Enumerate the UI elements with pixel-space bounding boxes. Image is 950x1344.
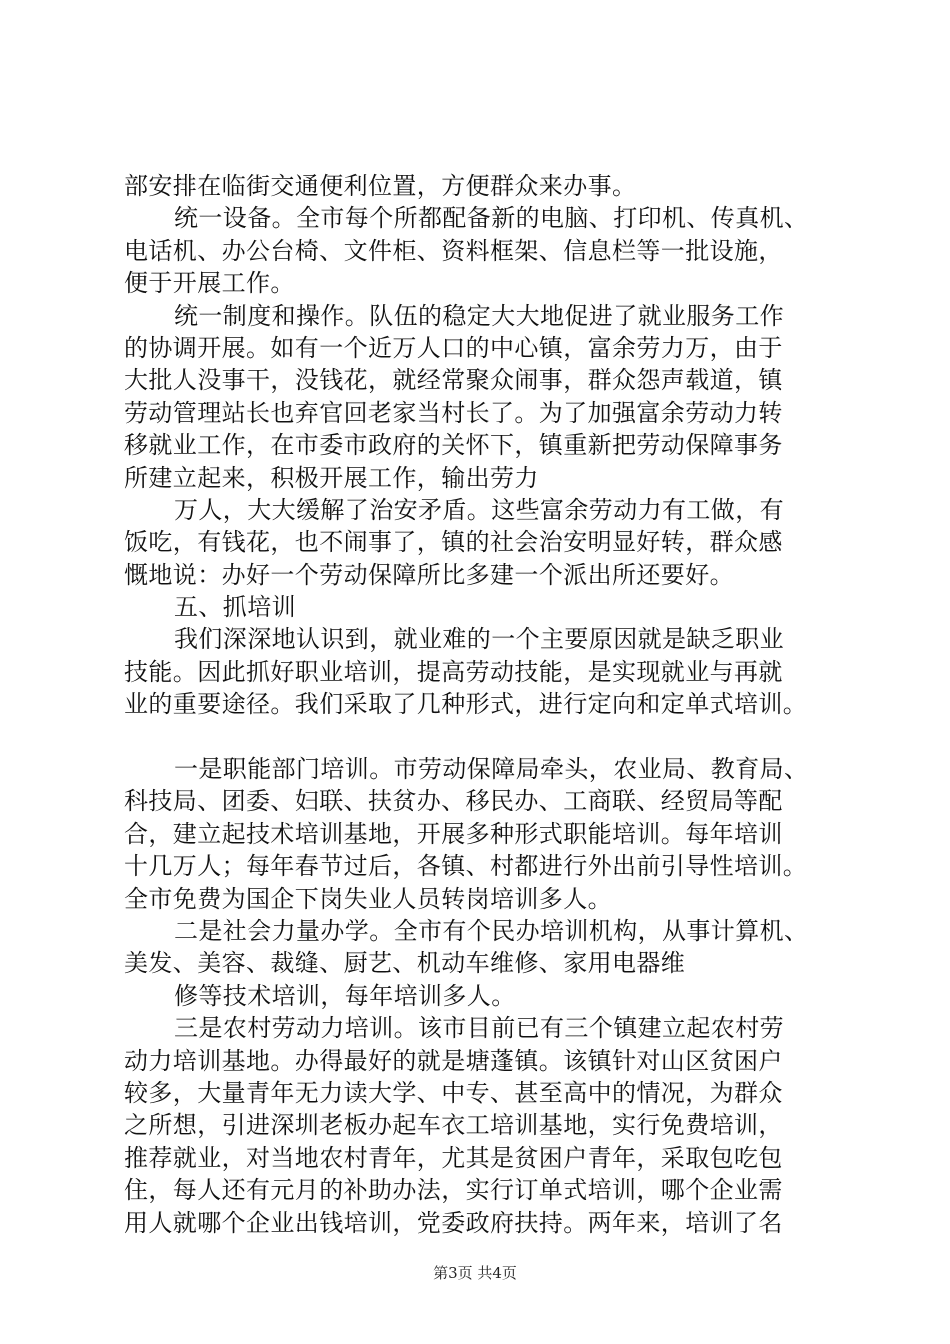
text-line: 大批人没事干，没钱花，就经常聚众闹事，群众怨声载道，镇 [124,366,783,395]
text-line: 一是职能部门培训。市劳动保障局牵头，农业局、教育局、 [174,755,809,784]
text-line: 二是社会力量办学。全市有个民办培训机构，从事计算机、 [174,916,809,945]
blank-line [124,721,834,753]
text-line: 修等技术培训，每年培训多人。 [174,981,516,1010]
text-line: 便于开展工作。 [124,269,295,298]
text-line: 之所想，引进深圳老板办起车衣工培训基地，实行免费培训， [124,1111,783,1140]
text-line: 用人就哪个企业出钱培训，党委政府扶持。两年来，培训了名 [124,1208,783,1237]
text-line: 三是农村劳动力培训。该市目前已有三个镇建立起农村劳 [174,1014,784,1043]
text-line: 统一制度和操作。队伍的稳定大大地促进了就业服务工作 [174,301,784,330]
page-footer: 第3页 共4页 [433,1264,517,1282]
text-line: 科技局、团委、妇联、扶贫办、移民办、工商联、经贸局等配 [124,787,783,816]
text-line: 移就业工作，在市委市政府的关怀下，镇重新把劳动保障事务 [124,431,783,460]
text-line: 推荐就业，对当地农村青年，尤其是贫困户青年，采取包吃包 [124,1143,783,1172]
text-line: 慨地说：办好一个劳动保障所比多建一个派出所还要好。 [124,560,734,589]
text-line: 全市免费为国企下岗失业人员转岗培训多人。 [124,884,612,913]
text-line: 电话机、办公台椅、文件柜、资料框架、信息栏等一批设施， [124,236,783,265]
text-line: 较多，大量青年无力读大学、中专、甚至高中的情况，为群众 [124,1078,783,1107]
text-line: 五、抓培训 [174,593,296,622]
text-line: 十几万人；每年春节过后，各镇、村都进行外出前引导性培训。 [124,852,808,881]
text-line: 部安排在临街交通便利位置，方便群众来办事。 [124,172,637,200]
text-line: 住，每人还有元月的补助办法，实行订单式培训，哪个企业需 [124,1176,783,1205]
text-line: 动力培训基地。办得最好的就是塘蓬镇。该镇针对山区贫困户 [124,1046,783,1075]
document-body [124,170,834,1239]
text-line: 万人，大大缓解了治安矛盾。这些富余劳动力有工做，有 [174,495,784,524]
text-line: 技能。因此抓好职业培训，提高劳动技能，是实现就业与再就 [124,657,783,686]
text-line: 饭吃，有钱花，也不闹事了，镇的社会治安明显好转，群众感 [124,528,783,557]
text-line: 业的重要途径。我们采取了几种形式，进行定向和定单式培训。 [124,690,808,719]
text-line: 劳动管理站长也弃官回老家当村长了。为了加强富余劳动力转 [124,398,783,427]
text-line: 的协调开展。如有一个近万人口的中心镇，富余劳力万，由于 [124,333,783,362]
text-line: 合，建立起技术培训基地，开展多种形式职能培训。每年培训 [124,819,783,848]
text-line: 美发、美容、裁缝、厨艺、机动车维修、家用电器维 [124,949,686,978]
text-line: 所建立起来，积极开展工作，输出劳力 [124,463,539,492]
text-line: 我们深深地认识到，就业难的一个主要原因就是缺乏职业 [174,625,784,654]
text-line: 统一设备。全市每个所都配备新的电脑、打印机、传真机、 [174,204,809,233]
